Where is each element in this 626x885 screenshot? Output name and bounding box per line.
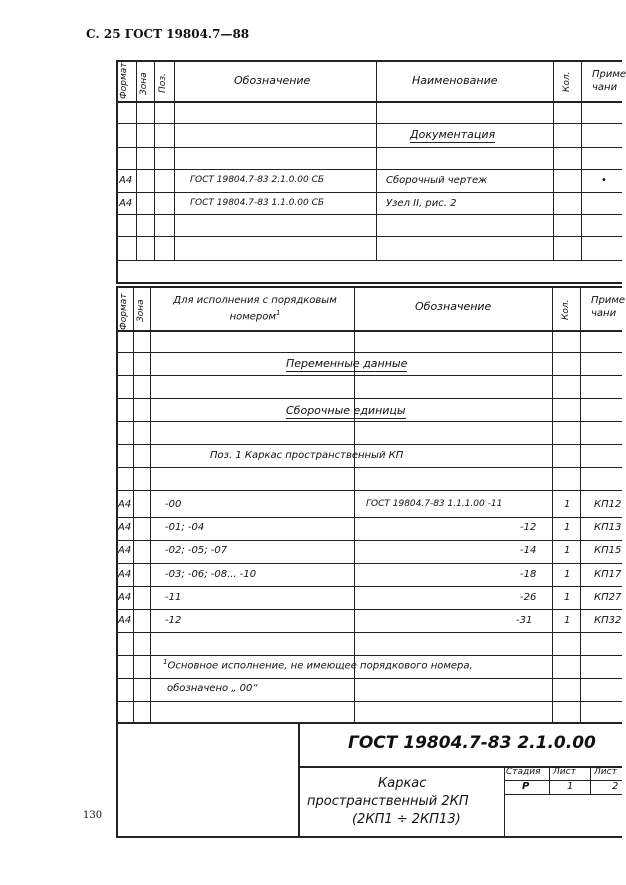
row-qty: 1 — [564, 545, 571, 556]
row-note: КП15 — [594, 545, 622, 556]
row-format: А4 — [118, 569, 132, 580]
row1-format: А4 — [119, 175, 133, 186]
header2-qty: Кол. — [561, 299, 571, 320]
sheets-value: 2 — [612, 781, 619, 792]
row-note: КП17 — [594, 569, 622, 580]
product-name-line2: пространственный 2КП — [307, 794, 469, 809]
product-name-line1: Каркас — [378, 776, 427, 791]
section-assembly-units: Сборочные единицы — [286, 404, 406, 417]
row-variant: -12 — [165, 615, 182, 626]
sheet-value: 1 — [567, 781, 574, 792]
row-designation: -12 — [520, 522, 537, 533]
header2-designation: Обозначение — [415, 300, 492, 313]
footnote-line2: обозначено „ 00“ — [167, 683, 258, 694]
pos-title: Поз. 1 Каркас пространственный КП — [210, 450, 404, 461]
page-header: С. 25 ГОСТ 19804.7—88 — [86, 27, 250, 41]
row-designation: ГОСТ 19804.7-83 1.1.1.00 -11 — [366, 499, 503, 509]
header-name: Наименование — [412, 74, 498, 87]
row2-name: Узел II, рис. 2 — [386, 198, 457, 209]
sheets-label: Лист — [594, 767, 617, 777]
header2-format: Формат — [119, 293, 129, 330]
row2-designation: ГОСТ 19804.7-83 1.1.0.00 СБ — [190, 198, 325, 208]
row-qty: 1 — [564, 569, 571, 580]
page-number: 130 — [83, 810, 103, 821]
section-documentation: Документация — [410, 128, 496, 141]
stage-value: Р — [522, 781, 530, 792]
row-format: А4 — [118, 499, 132, 510]
row1-name: Сборочный чертеж — [386, 175, 488, 186]
row-designation: -26 — [520, 592, 537, 603]
row1-note: • — [601, 175, 607, 186]
row-note: КП12 — [594, 499, 622, 510]
header-qty: Кол. — [562, 71, 572, 92]
row-note: КП13 — [594, 522, 622, 533]
header-zone: Зона — [139, 72, 149, 95]
row1-designation: ГОСТ 19804.7-83 2.1.0.00 СБ — [190, 175, 325, 185]
header2-variant: Для исполнения с порядковым номером$^1$ — [173, 295, 337, 323]
header-format: Формат — [119, 62, 129, 99]
header-note: Приме чани — [592, 69, 626, 93]
row-format: А4 — [118, 615, 132, 626]
row-qty: 1 — [564, 592, 571, 603]
header2-note: Приме чани — [591, 295, 626, 319]
row-format: А4 — [118, 592, 132, 603]
row-variant: -01; -04 — [165, 522, 205, 533]
row-qty: 1 — [564, 615, 571, 626]
row-designation: -31 — [516, 615, 533, 626]
row-designation: -18 — [520, 569, 537, 580]
row-format: А4 — [118, 545, 132, 556]
row-note: КП32 — [594, 615, 622, 626]
row-variant: -02; -05; -07 — [165, 545, 228, 556]
row-variant: -00 — [165, 499, 182, 510]
product-name-line3: (2КП1 ÷ 2КП13) — [352, 812, 461, 827]
section-variable-data: Переменные данные — [286, 357, 408, 370]
doc-code: ГОСТ 19804.7-83 2.1.0.00 — [348, 733, 596, 753]
row-designation: -14 — [520, 545, 537, 556]
row-qty: 1 — [564, 499, 571, 510]
row-variant: -11 — [165, 592, 182, 603]
row2-format: А4 — [119, 198, 133, 209]
header-pos: Поз. — [158, 73, 168, 93]
stage-label: Стадия — [506, 767, 541, 777]
header2-zone: Зона — [136, 299, 146, 322]
sheet-label: Лист — [553, 767, 576, 777]
row-qty: 1 — [564, 522, 571, 533]
row-format: А4 — [118, 522, 132, 533]
header-designation: Обозначение — [234, 74, 311, 87]
row-variant: -03; -06; -08... -10 — [165, 569, 257, 580]
row-note: КП27 — [594, 592, 622, 603]
footnote-line1: $^1$Основное исполнение, не имеющее порядкового номера, — [163, 658, 473, 672]
